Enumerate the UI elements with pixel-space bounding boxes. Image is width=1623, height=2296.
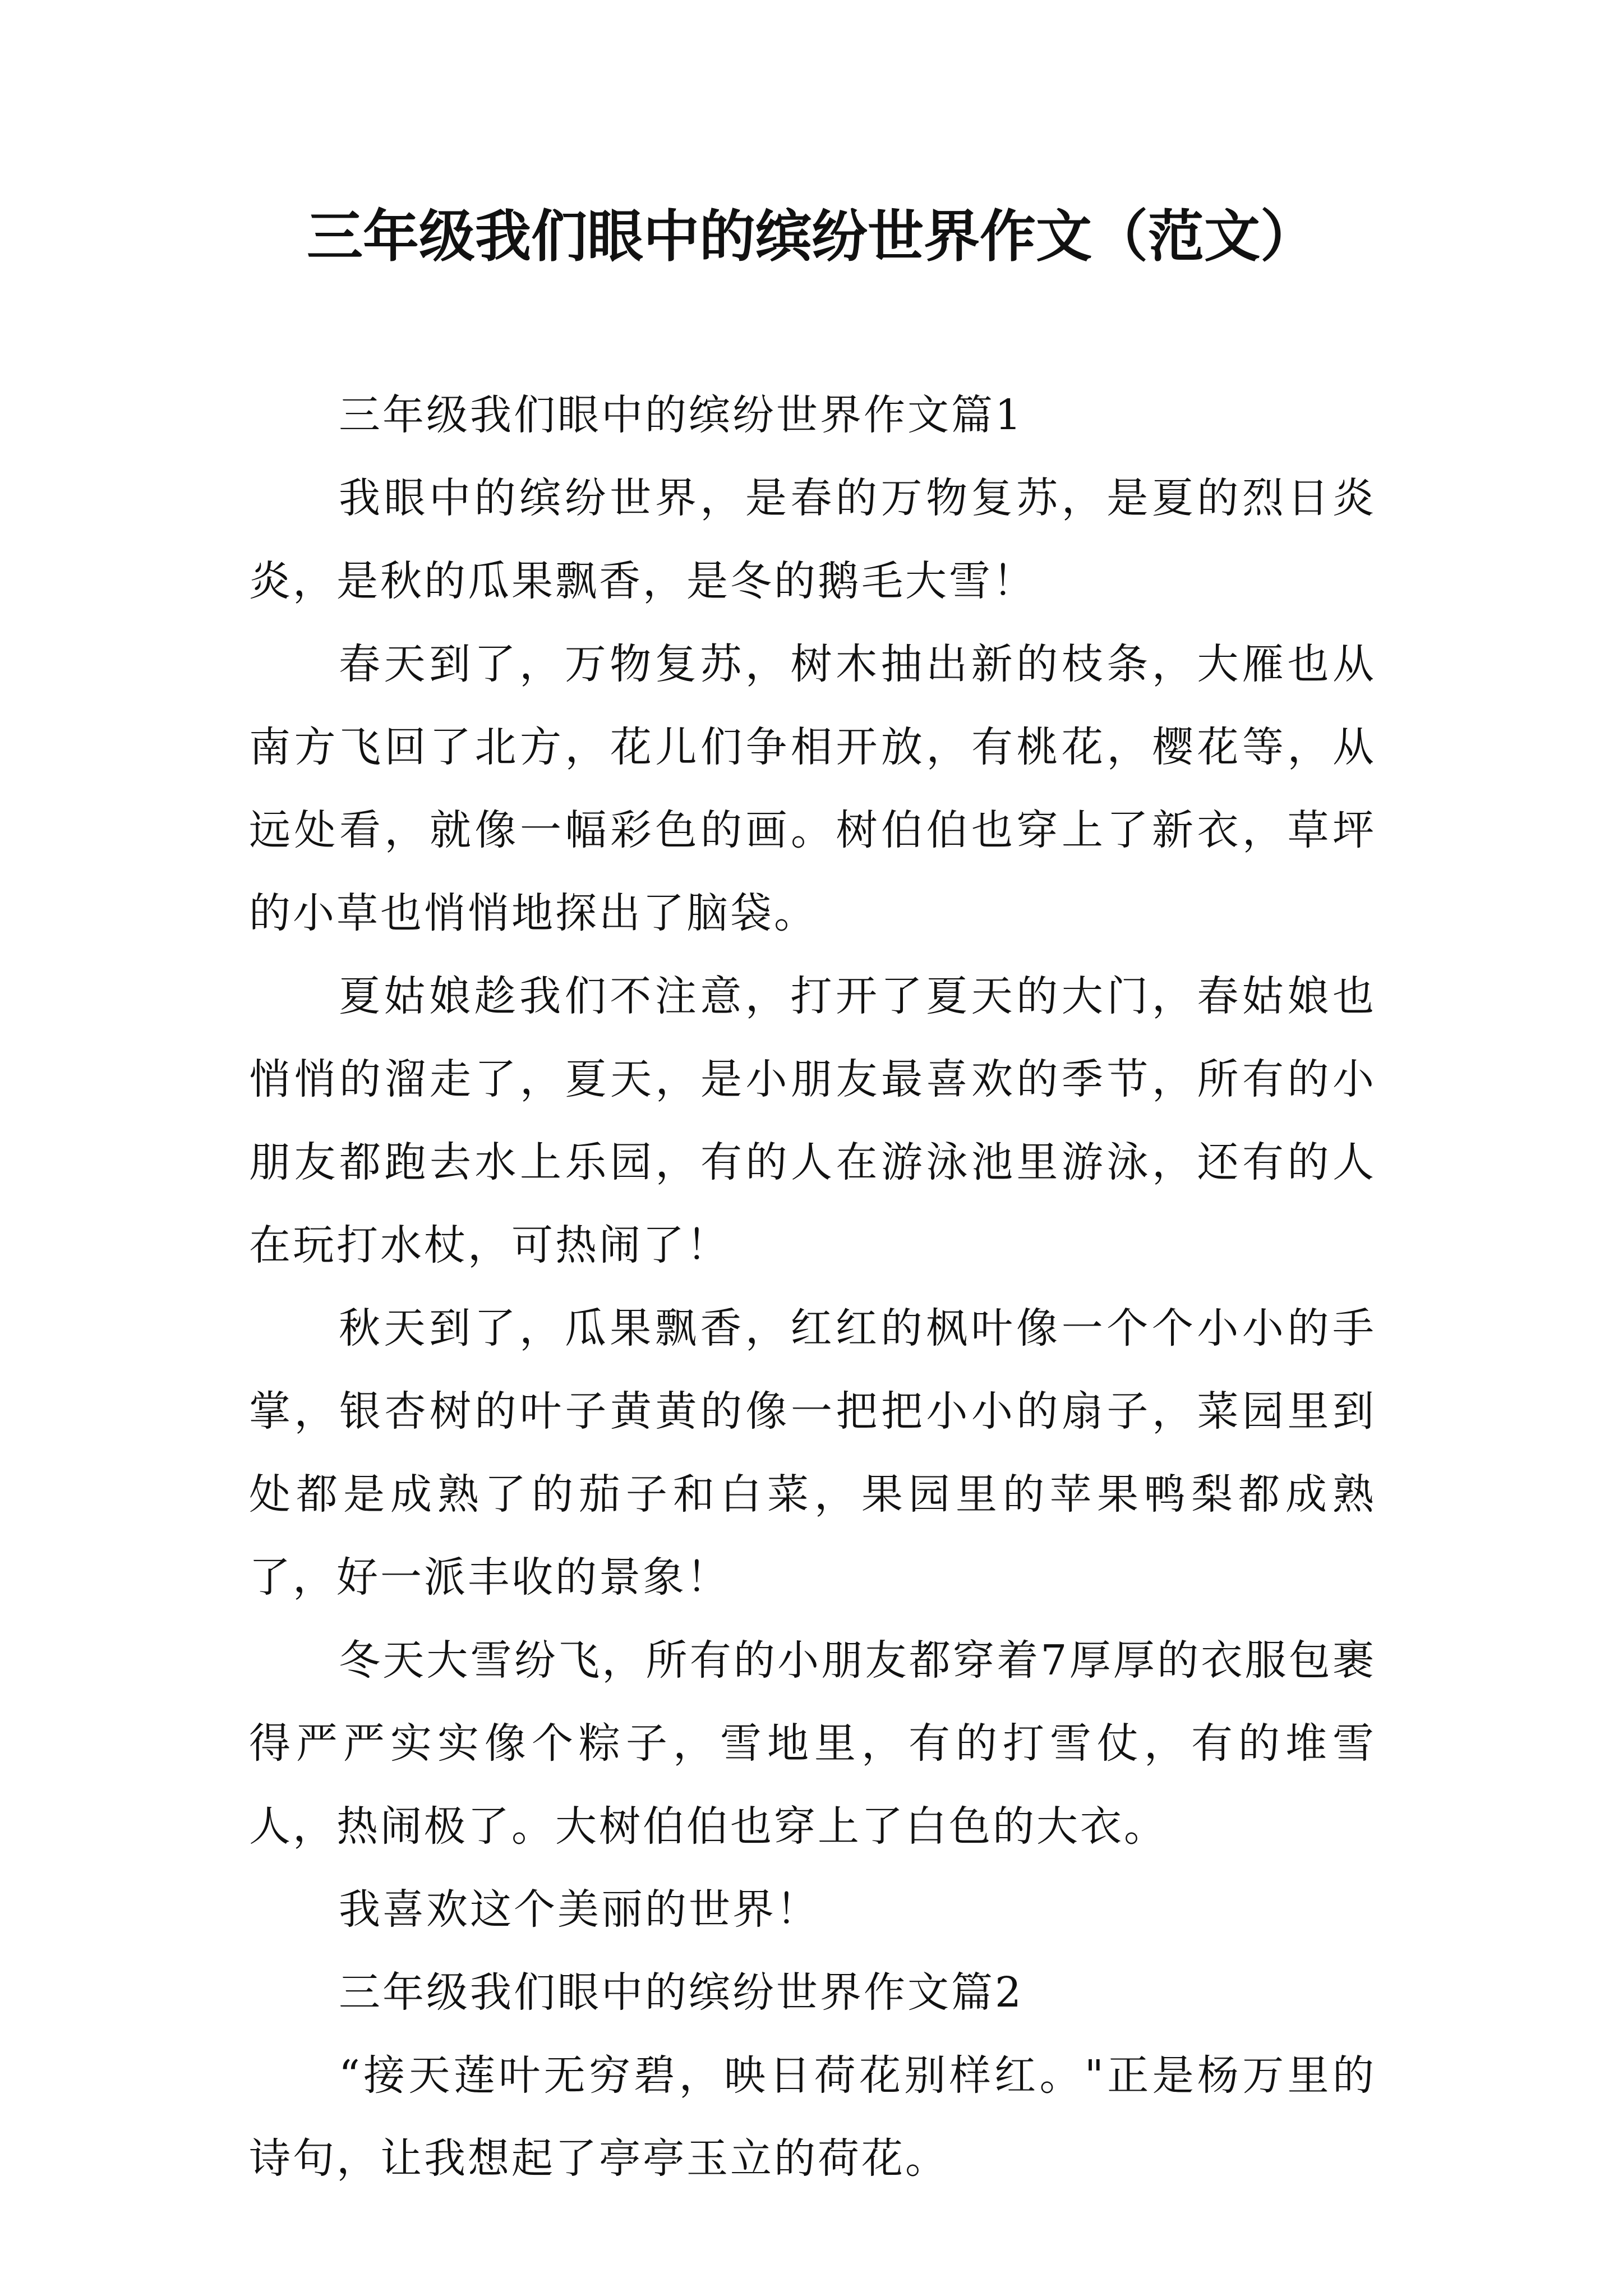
paragraph-spring: 春天到了，万物复苏，树木抽出新的枝条，大雁也从南方飞回了北方，花儿们争相开放，有桃花，樱花等，从远处看，就像一幅彩色的画。树伯伯也穿上了新衣，草坪的小草也悄悄地探出了脑袋。 [249, 640, 1376, 937]
paragraph-intro: 我眼中的缤纷世界，是春的万物复苏，是夏的烈日炎炎，是秋的瓜果飘香，是冬的鹅毛大雪！ [249, 474, 1376, 605]
essay-heading-2: 三年级我们眼中的缤纷世界作文篇2 [339, 1968, 1024, 2017]
paragraph-summer: 夏姑娘趁我们不注意，打开了夏天的大门，春姑娘也悄悄的溜走了，夏天，是小朋友最喜欢的季节，所有的小朋友都跑去水上乐园，有的人在游泳池里游泳，还有的人在玩打水杖，可热闹了！ [249, 972, 1376, 1269]
paragraph-poem: “接天莲叶无穷碧，映日荷花别样红。"正是杨万里的诗句，让我想起了亭亭玉立的荷花。 [249, 2051, 1376, 2183]
document-title: 三年级我们眼中的缤纷世界作文（范文） [307, 204, 1316, 269]
document-body [249, 374, 1376, 2200]
paragraph-winter: 冬天大雪纷飞，所有的小朋友都穿着7厚厚的衣服包裹得严严实实像个粽子，雪地里，有的打雪仗，有的堆雪人，热闹极了。大树伯伯也穿上了白色的大衣。 [249, 1636, 1376, 1851]
paragraph-autumn: 秋天到了，瓜果飘香，红红的枫叶像一个个小小的手掌，银杏树的叶子黄黄的像一把把小小的扇子，菜园里到处都是成熟了的茄子和白菜，果园里的苹果鸭梨都成熟了，好一派丰收的景象！ [249, 1304, 1376, 1602]
paragraph-conclusion: 我喜欢这个美丽的世界！ [339, 1885, 820, 1934]
essay-heading-1: 三年级我们眼中的缤纷世界作文篇1 [339, 391, 1024, 439]
